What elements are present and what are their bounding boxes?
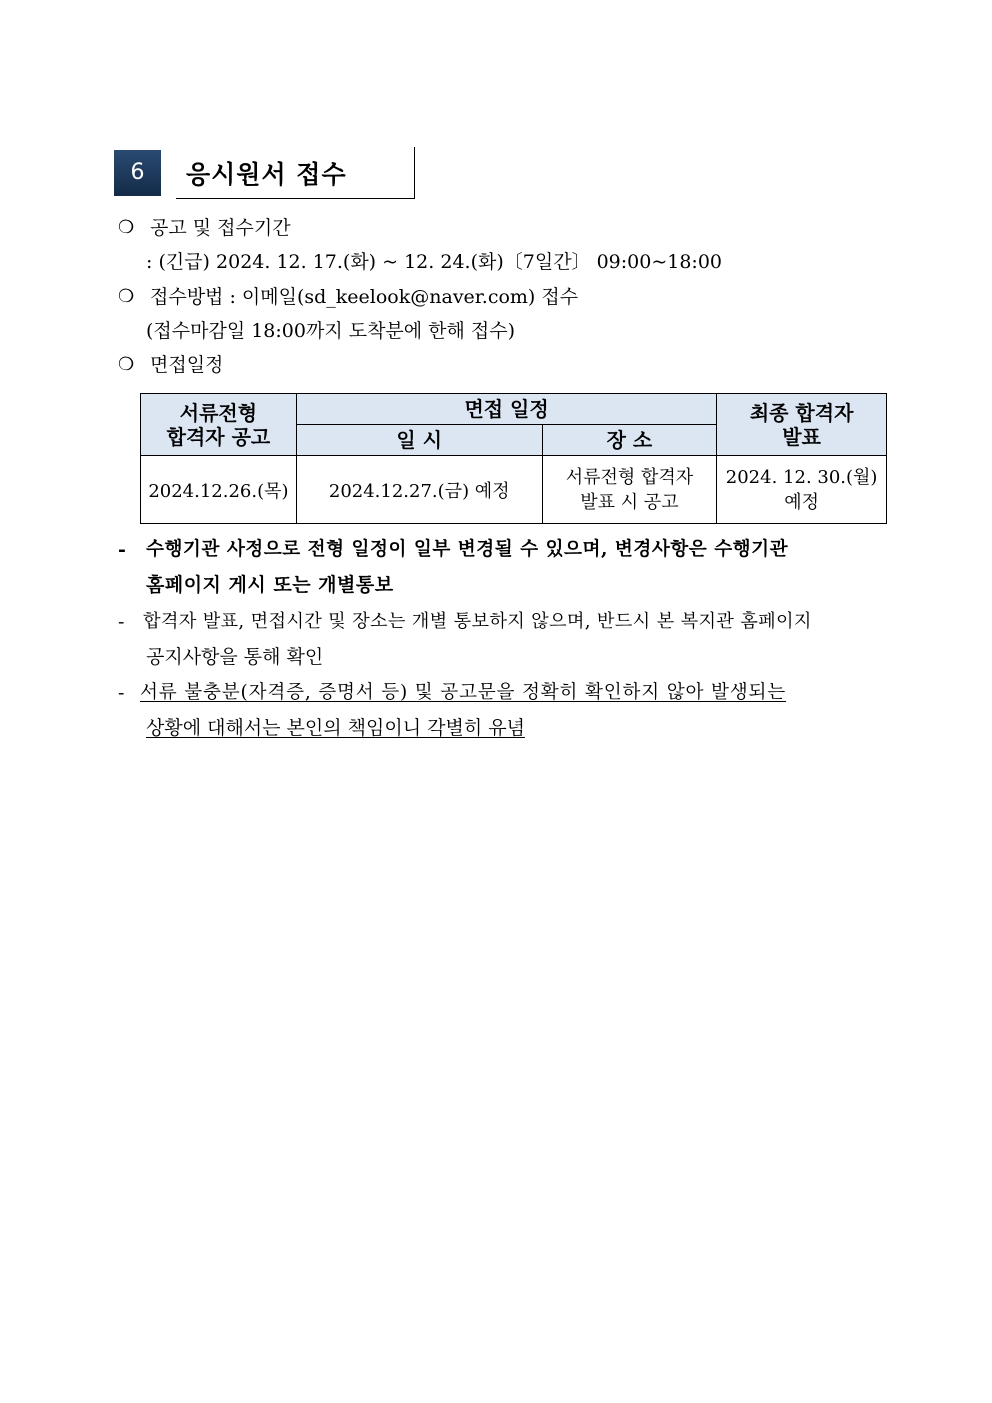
cell-interview-place: 서류전형 합격자 발표 시 공고 xyxy=(542,456,717,524)
header-interview: 면접 일정 xyxy=(296,394,716,425)
note-responsibility-line1: 서류 불충분(자격증, 증명서 등) 및 공고문을 정확히 확인하지 않아 발생되는 xyxy=(140,682,787,703)
schedule-table xyxy=(140,393,887,524)
bullet-period-label: 공고 및 접수기간 xyxy=(150,217,291,239)
bullet-symbol: ❍ xyxy=(118,286,135,307)
note-responsibility-line2: 상황에 대해서는 본인의 책임이니 각별히 유념 xyxy=(146,717,525,739)
header-date: 일 시 xyxy=(296,425,542,456)
note-dash: - xyxy=(118,682,125,704)
section-number: 6 xyxy=(114,150,161,196)
bullet-symbol: ❍ xyxy=(118,354,135,375)
section-title: 응시원서 접수 xyxy=(186,160,347,189)
header-final-announce: 최종 합격자 발표 xyxy=(717,394,887,456)
bullet-method-label: 접수방법 : 이메일(sd_keelook@naver.com) 접수 xyxy=(150,286,579,308)
note-announcement-line2: 공지사항을 통해 확인 xyxy=(146,646,324,668)
section-header xyxy=(114,147,416,200)
cell-interview-date: 2024.12.27.(금) 예정 xyxy=(296,456,542,524)
note-schedule-change-line1: 수행기관 사정으로 전형 일정이 일부 변경될 수 있으며, 변경사항은 수행기관 xyxy=(146,539,789,560)
note-schedule-change-line2: 홈페이지 게시 또는 개별통보 xyxy=(146,574,394,596)
cell-final-announce: 2024. 12. 30.(월) 예정 xyxy=(717,456,887,524)
section-title-frame xyxy=(176,147,415,199)
note-dash: - xyxy=(118,539,126,561)
note-announcement-line1: 합격자 발표, 면접시간 및 장소는 개별 통보하지 않으며, 반드시 본 복지관 홈페이지 xyxy=(143,611,812,632)
bullet-period-detail: : (긴급) 2024. 12. 17.(화) ~ 12. 24.(화)〔7일간〕 09:00~18:00 xyxy=(146,251,723,273)
bullet-symbol: ❍ xyxy=(118,217,135,238)
header-doc-announce: 서류전형 합격자 공고 xyxy=(141,394,297,456)
note-dash: - xyxy=(118,611,125,633)
bullet-method-detail: (접수마감일 18:00까지 도착분에 한해 접수) xyxy=(146,320,516,342)
bullet-interview-label: 면접일정 xyxy=(150,354,224,376)
cell-doc-announce: 2024.12.26.(목) xyxy=(141,456,297,524)
header-place: 장 소 xyxy=(542,425,717,456)
